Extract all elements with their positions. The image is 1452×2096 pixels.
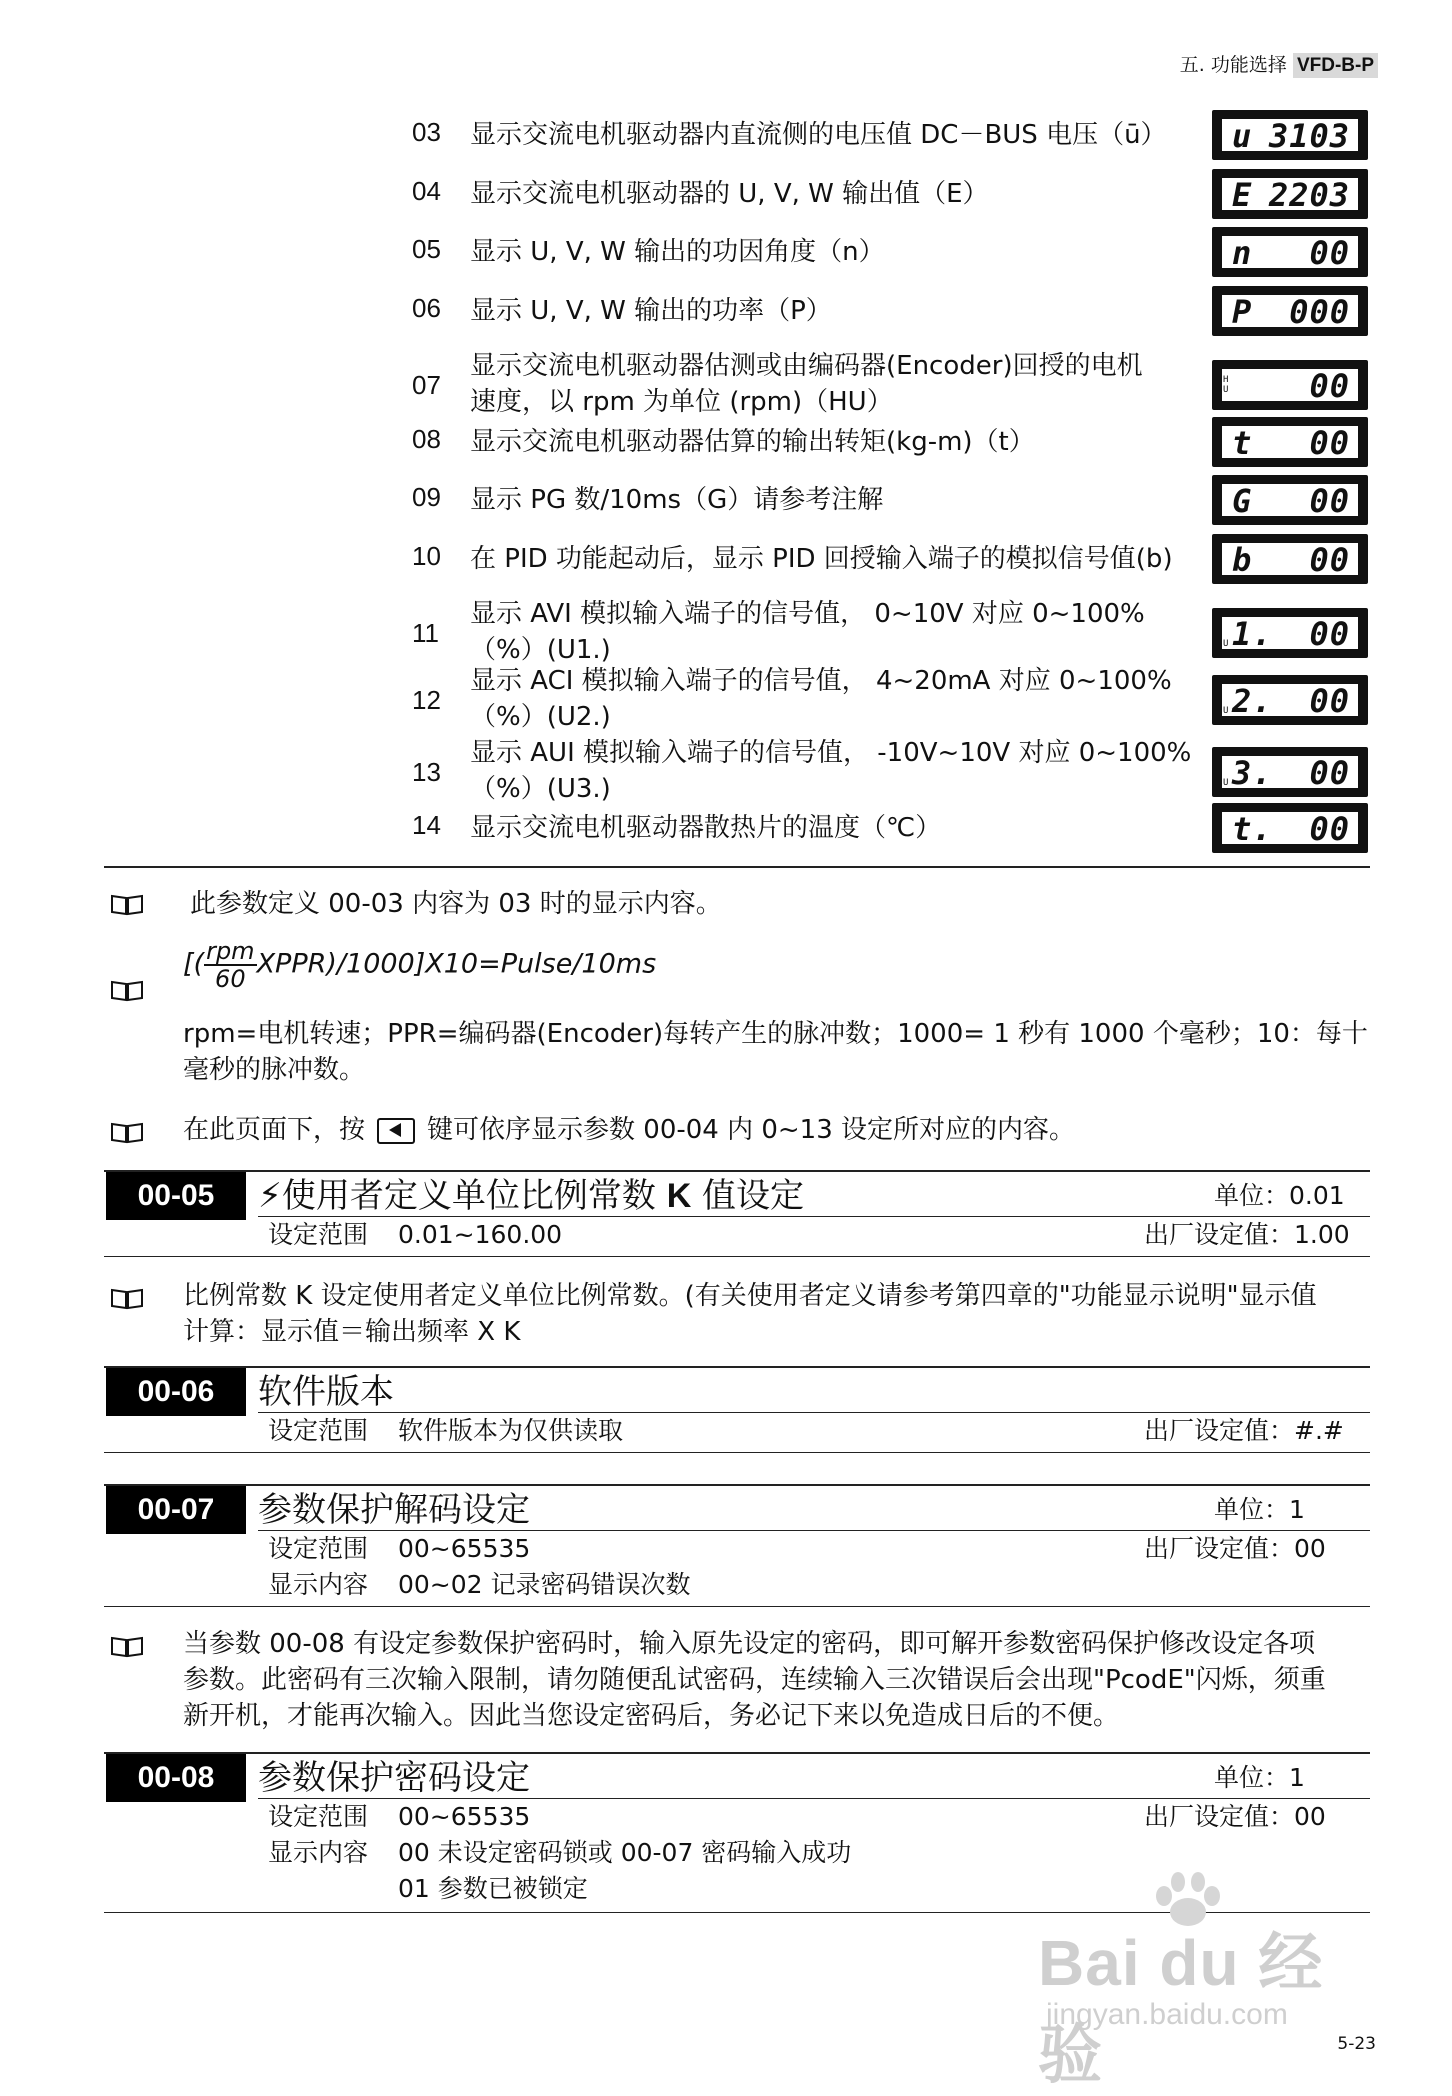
lcd-unit-indicator: HU xyxy=(1223,375,1230,395)
lcd-readout xyxy=(1212,227,1368,277)
divider xyxy=(258,1530,1370,1531)
description-line: 显示 U, V, W 输出的功率（P） xyxy=(470,296,832,326)
divider xyxy=(104,1452,1370,1453)
formula-suffix: XPPR)/1000]X10=Pulse/10ms xyxy=(256,948,657,980)
factory-default: 出厂设定值：#.# xyxy=(1144,1416,1344,1445)
header-model: VFD-B-P xyxy=(1293,53,1378,78)
lcd-screen xyxy=(1220,541,1360,577)
book-icon xyxy=(110,1634,144,1658)
factory-default: 出厂设定值：00 xyxy=(1144,1534,1326,1563)
row-number: 09 xyxy=(412,482,441,512)
lcd-readout xyxy=(1212,169,1368,219)
description-line: 在 PID 功能起动后，显示 PID 回授输入端子的模拟信号值(b) xyxy=(470,544,1173,574)
description-line: 显示 AUI 模拟输入端子的信号值， -10V~10V 对应 0~100% xyxy=(470,738,1192,768)
lcd-screen xyxy=(1220,176,1360,212)
note-k-constant xyxy=(183,1278,1373,1350)
row-number: 07 xyxy=(412,370,441,400)
book-icon xyxy=(110,978,144,1002)
range-label: 设定范围 xyxy=(268,1534,369,1563)
description-line: 显示 U, V, W 输出的功因角度（n） xyxy=(470,237,885,267)
note-line: 比例常数 K 设定使用者定义单位比例常数。(有关使用者定义请参考第四章的"功能显示说明"显示值 xyxy=(183,1281,1317,1311)
param-title: 软件版本 xyxy=(258,1372,394,1412)
description-line: 显示 AVI 模拟输入端子的信号值， 0~10V 对应 0~100% xyxy=(470,599,1145,629)
param-code: 00-07 xyxy=(106,1486,246,1534)
param-title xyxy=(258,1172,804,1220)
lcd-screen xyxy=(1220,615,1360,651)
factory-default: 出厂设定值：1.00 xyxy=(1144,1220,1350,1249)
range-value: 软件版本为仅供读取 xyxy=(398,1416,624,1445)
note-text: 键可依序显示参数 00-04 内 0~13 设定所对应的内容。 xyxy=(427,1115,1076,1145)
note-formula-explanation xyxy=(183,1016,1373,1088)
lcd-readout xyxy=(1212,675,1368,725)
display-label: 显示内容 xyxy=(268,1570,369,1599)
description-line: 显示交流电机驱动器估测或由编码器(Encoder)回授的电机 xyxy=(470,351,1143,381)
lcd-symbol: t. xyxy=(1232,810,1273,846)
row-description xyxy=(470,234,1200,270)
description-line: 显示 ACI 模拟输入端子的信号值， 4~20mA 对应 0~100% xyxy=(470,666,1172,696)
lcd-digits: 00 xyxy=(1309,234,1350,270)
lcd-digits: 000 xyxy=(1289,293,1350,329)
row-number: 04 xyxy=(412,176,441,206)
lcd-digits: 00 xyxy=(1309,754,1350,790)
row-description xyxy=(470,663,1200,735)
lcd-symbol: 3. xyxy=(1232,754,1273,790)
row-description xyxy=(470,735,1200,807)
row-description xyxy=(470,541,1200,577)
lcd-symbol: P xyxy=(1232,293,1253,329)
lcd-symbol: 1. xyxy=(1232,615,1273,651)
lcd-readout xyxy=(1212,110,1368,160)
lcd-symbol: G xyxy=(1232,482,1253,518)
row-description xyxy=(470,482,1200,518)
param-unit: 单位：1 xyxy=(1214,1495,1305,1524)
divider xyxy=(258,1216,1370,1217)
pulse-formula xyxy=(183,938,656,992)
description-line: 速度，以 rpm 为单位 (rpm)（HU） xyxy=(470,387,893,417)
lcd-screen xyxy=(1220,682,1360,718)
lcd-screen xyxy=(1220,754,1360,790)
lcd-symbol: b xyxy=(1232,541,1253,577)
row-description xyxy=(470,293,1200,329)
watermark-brand: Bai du 经验 xyxy=(1038,1927,1324,2091)
left-key-icon xyxy=(377,1118,415,1144)
param-title: 参数保护解码设定 xyxy=(258,1490,530,1530)
lcd-screen xyxy=(1220,367,1360,403)
lcd-readout xyxy=(1212,417,1368,467)
description-line: 显示交流电机驱动器内直流侧的电压值 DC－BUS 电压（ū） xyxy=(470,120,1167,150)
description-line: （%）(U3.) xyxy=(470,774,611,804)
lcd-readout xyxy=(1212,747,1368,797)
note-text: 在此页面下，按 xyxy=(183,1115,366,1145)
range-value: 00~65535 xyxy=(398,1802,531,1831)
note-line: 当参数 00-08 有设定参数保护密码时，输入原先设定的密码，即可解开参数密码保护修改设定各项 xyxy=(183,1629,1316,1659)
param-title-k: K xyxy=(666,1177,692,1215)
lcd-digits: 00 xyxy=(1309,367,1350,403)
watermark-url: jingyan.baidu.com xyxy=(1046,1998,1288,2031)
formula-denominator: 60 xyxy=(215,965,246,993)
lcd-readout xyxy=(1212,534,1368,584)
note-display-definition: 此参数定义 00-03 内容为 03 时的显示内容。 xyxy=(190,889,722,919)
lcd-digits: 00 xyxy=(1309,810,1350,846)
param-title: 参数保护密码设定 xyxy=(258,1758,530,1798)
lcd-readout xyxy=(1212,286,1368,336)
note-line: 计算：显示值＝输出频率 X K xyxy=(183,1317,521,1347)
header-section: 五. 功能选择 xyxy=(1179,54,1287,76)
description-line: 显示 PG 数/10ms（G）请参考注解 xyxy=(470,485,884,515)
row-number: 08 xyxy=(412,424,441,454)
note-line: 新开机，才能再次输入。因此当您设定密码后，务必记下来以免造成日后的不便。 xyxy=(183,1701,1120,1731)
lcd-unit-indicator: U xyxy=(1223,778,1230,788)
lcd-symbol: 2. xyxy=(1232,682,1273,718)
lcd-symbol: u xyxy=(1232,117,1253,153)
param-title-text: 值设定 xyxy=(691,1176,805,1216)
lcd-digits: 3103 xyxy=(1268,117,1350,153)
param-unit: 单位：1 xyxy=(1214,1763,1305,1792)
lcd-digits: 00 xyxy=(1309,541,1350,577)
description-line: （%）(U2.) xyxy=(470,702,611,732)
divider xyxy=(104,1606,1370,1607)
formula-prefix: [( xyxy=(183,948,205,980)
description-line: （%）(U1.) xyxy=(470,635,611,665)
lcd-screen xyxy=(1220,117,1360,153)
lcd-readout xyxy=(1212,803,1368,853)
divider xyxy=(104,1256,1370,1257)
param-code: 00-06 xyxy=(106,1368,246,1416)
display-label: 显示内容 xyxy=(268,1838,369,1867)
lcd-digits: 00 xyxy=(1309,615,1350,651)
lcd-digits: 2203 xyxy=(1268,176,1350,212)
lcd-symbol: t xyxy=(1232,424,1253,460)
row-description xyxy=(470,424,1200,460)
display-value: 01 参数已被锁定 xyxy=(398,1874,588,1903)
lcd-symbol: E xyxy=(1232,176,1253,212)
row-description xyxy=(470,348,1200,420)
lcd-unit-indicator: U xyxy=(1223,639,1230,649)
range-value: 0.01~160.00 xyxy=(398,1220,563,1249)
lcd-screen xyxy=(1220,293,1360,329)
row-number: 05 xyxy=(412,234,441,264)
row-number: 13 xyxy=(412,757,441,787)
range-label: 设定范围 xyxy=(268,1802,369,1831)
note-line: rpm=电机转速；PPR=编码器(Encoder)每转产生的脉冲数；1000= 1 秒有 1000 个毫秒；10：每十 xyxy=(183,1019,1368,1049)
row-number: 06 xyxy=(412,293,441,323)
lcd-digits: 00 xyxy=(1309,424,1350,460)
lcd-digits: 00 xyxy=(1309,682,1350,718)
display-value: 00 未设定密码锁或 00-07 密码输入成功 xyxy=(398,1838,852,1867)
lcd-screen xyxy=(1220,482,1360,518)
description-line: 显示交流电机驱动器散热片的温度（℃） xyxy=(470,813,942,843)
note-password-decode xyxy=(183,1626,1373,1734)
description-line: 显示交流电机驱动器的 U, V, W 输出值（E） xyxy=(470,179,989,209)
param-code: 00-08 xyxy=(106,1754,246,1802)
row-number: 10 xyxy=(412,541,441,571)
book-icon xyxy=(110,1286,144,1310)
lcd-digits: 00 xyxy=(1309,482,1350,518)
row-description xyxy=(470,117,1200,153)
param-title-text: 使用者定义单位比例常数 xyxy=(281,1176,667,1216)
display-value: 00~02 记录密码错误次数 xyxy=(398,1570,691,1599)
range-label: 设定范围 xyxy=(268,1220,369,1249)
range-value: 00~65535 xyxy=(398,1534,531,1563)
note-key-sequence xyxy=(183,1112,1373,1148)
factory-default: 出厂设定值：00 xyxy=(1144,1802,1326,1831)
lcd-screen xyxy=(1220,810,1360,846)
row-description xyxy=(470,176,1200,212)
lcd-unit-indicator: U xyxy=(1223,706,1230,716)
param-unit: 单位：0.01 xyxy=(1214,1181,1345,1210)
param-code: 00-05 xyxy=(106,1172,246,1220)
description-line: 显示交流电机驱动器估算的输出转矩(kg-m)（t） xyxy=(470,427,1035,457)
lcd-symbol: n xyxy=(1232,234,1253,270)
divider xyxy=(104,866,1370,868)
formula-fraction xyxy=(204,938,256,992)
formula-numerator: rpm xyxy=(206,937,255,965)
row-description xyxy=(470,596,1200,668)
note-line: 毫秒的脉冲数。 xyxy=(183,1055,366,1085)
divider xyxy=(258,1412,1370,1413)
lcd-readout xyxy=(1212,360,1368,410)
lightning-icon: ⚡ xyxy=(258,1176,282,1216)
lcd-screen xyxy=(1220,234,1360,270)
lcd-readout xyxy=(1212,608,1368,658)
lcd-readout xyxy=(1212,475,1368,525)
note-line: 参数。此密码有三次输入限制，请勿随便乱试密码，连续输入三次错误后会出现"PcodE"闪烁，须重 xyxy=(183,1665,1326,1695)
book-icon xyxy=(110,892,144,916)
row-number: 03 xyxy=(412,117,441,147)
row-number: 14 xyxy=(412,810,441,840)
range-label: 设定范围 xyxy=(268,1416,369,1445)
row-number: 12 xyxy=(412,685,441,715)
row-number: 11 xyxy=(412,618,439,648)
row-description xyxy=(470,810,1200,846)
page-number: 5-23 xyxy=(1337,2034,1376,2054)
lcd-screen xyxy=(1220,424,1360,460)
divider xyxy=(258,1798,1370,1799)
book-icon xyxy=(110,1120,144,1144)
running-header xyxy=(1180,50,1378,77)
